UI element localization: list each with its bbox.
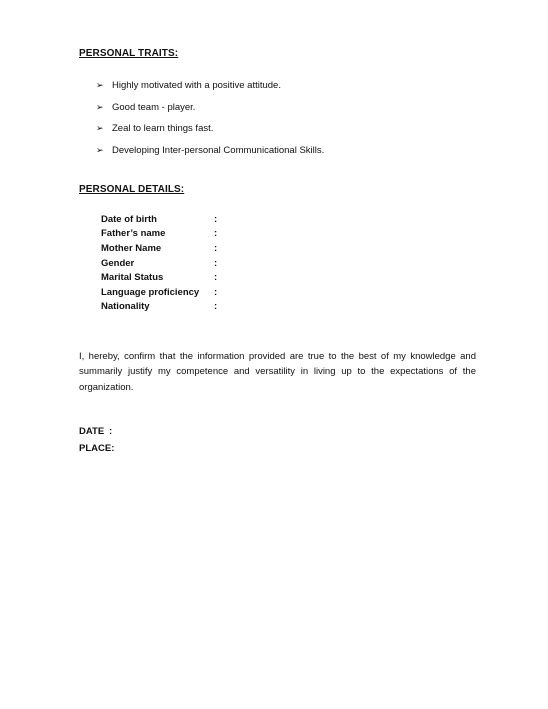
table-row [101, 212, 224, 227]
list-item [96, 123, 324, 134]
personal-traits-heading: PERSONAL TRAITS: [79, 48, 179, 59]
detail-label: Marital Status [101, 272, 164, 284]
detail-colon: : [214, 286, 218, 298]
detail-colon: : [214, 272, 218, 284]
table-row [101, 256, 224, 271]
detail-colon: : [214, 242, 218, 254]
list-item [96, 145, 324, 156]
date-label: DATE [79, 426, 105, 437]
date-line [79, 426, 112, 437]
arrow-bullet-icon: ➢ [96, 101, 104, 112]
trait-text: Good team - player. [112, 101, 196, 113]
detail-label: Nationality [101, 301, 150, 313]
declaration-paragraph: I, hereby, confirm that the information provided are true to the best of my knowledge and summarily justify my competence and versatility in living up to the expectations of the organization. [79, 350, 476, 393]
trait-text: Zeal to learn things fast. [112, 123, 214, 134]
personal-details-table [101, 212, 224, 314]
detail-colon: : [214, 257, 218, 269]
detail-label: Mother Name [101, 242, 162, 254]
trait-text: Highly motivated with a positive attitude. [112, 80, 281, 91]
detail-label: Date of birth [101, 213, 157, 225]
detail-label: Language proficiency [101, 286, 200, 298]
table-row [101, 285, 224, 300]
trait-text: Developing Inter-personal Communicational Skills. [112, 144, 325, 156]
list-item [96, 102, 324, 113]
table-row [101, 270, 224, 285]
arrow-bullet-icon: ➢ [96, 80, 104, 90]
detail-colon: : [214, 228, 218, 240]
detail-label: Father’s name [101, 228, 166, 240]
table-row [101, 241, 224, 256]
detail-colon: : [214, 213, 218, 225]
place-line [79, 443, 114, 454]
list-item [96, 80, 324, 91]
date-colon: : [109, 426, 113, 437]
detail-colon: : [214, 301, 218, 313]
arrow-bullet-icon: ➢ [96, 123, 104, 133]
arrow-bullet-icon: ➢ [96, 144, 104, 155]
table-row [101, 300, 224, 315]
personal-details-heading: PERSONAL DETAILS: [79, 184, 185, 195]
table-row [101, 227, 224, 242]
detail-label: Gender [101, 257, 135, 269]
place-label: PLACE: [79, 443, 115, 454]
personal-traits-list [96, 80, 324, 166]
